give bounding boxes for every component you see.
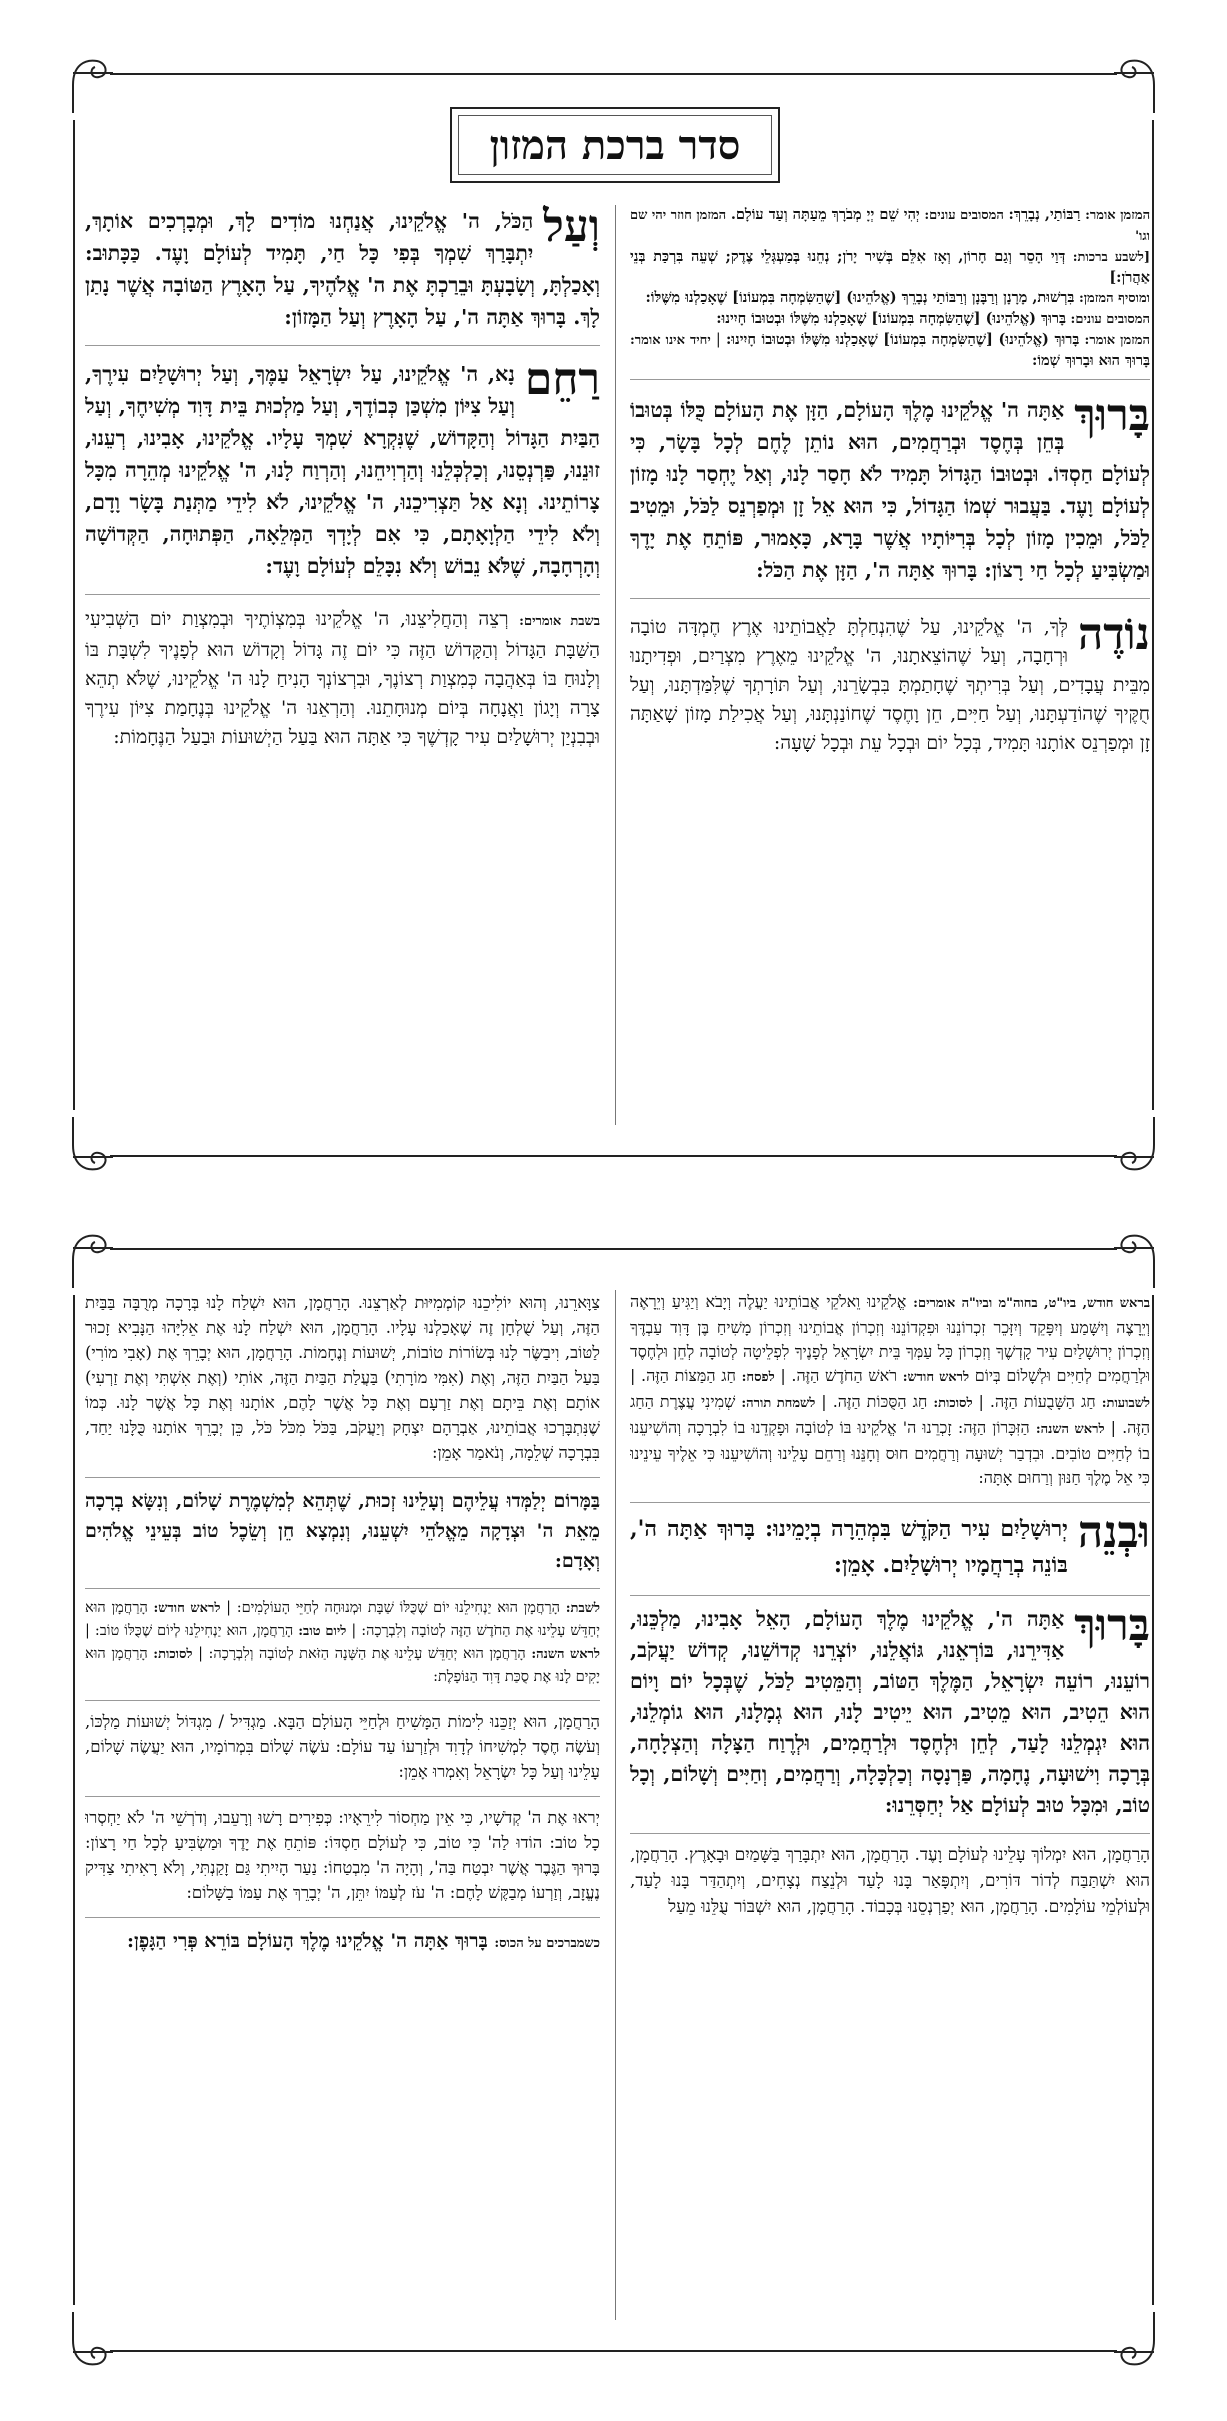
frame-right-line — [1152, 1295, 1154, 2305]
right-column — [630, 205, 1150, 1125]
holiday-harachaman-section: לשבת: הָרַחֲמָן הוּא יַנְחִילֵנוּ יוֹם שֶׁכֻּלּוֹ שַׁבָּת וּמְנוּחָה לְחַיֵּי הָעוֹלָמִים: | לראש חודש: הָרַחֲמָן הוּא יְחַדֵּשׁ עָלֵינוּ אֶת הַחֹדֶשׁ הַזֶּה לְטוֹבָה וְלִבְרָכָה: | ליום טוב: הָרַחֲמָן, הוּא יַנְחִילֵנוּ לְיוֹם שֶׁכֻּלּוֹ טוֹב: | לראש השנה: הָרַחֲמָן הוּא יְחַדֵּשׁ עָלֵינוּ אֶת הַשָּׁנָה הַזֹּאת לְטוֹבָה וְלִבְרָכָה: | לסוכות: הָרַחֲמָן הוּא יָקִים לָנוּ אֶת סֻכַּת דָּוִד הַנּוֹפָלֶת: — [85, 1600, 600, 1685]
opening-word: בָּרוּךְ — [1074, 390, 1150, 441]
frame-top-line — [110, 73, 1117, 75]
page-one — [55, 55, 1172, 1175]
frame-bottom-line — [110, 1155, 1117, 1157]
frame-right-line — [1152, 120, 1154, 1110]
opening-word: רַחֵם — [524, 354, 600, 405]
veal-paragraph: וְעַל הַכֹּל, ה' אֱלֹקֵינוּ, אֲנַחְנוּ מוֹדִים לָךְ, וּמְבָרְכִים אוֹתָךְ, יִתְבָּרַךְ שִׁמְךָ בְּפִי כָּל חַי, תָּמִיד לְעוֹלָם וָעֶד. כַּכָּתוּב: וְאָכַלְתָּ, וְשָׂבָעְתָּ וּבֵרַכְתָּ אֶת ה' אֱלֹהֶיךָ, עַל הָאָרֶץ הַטּוֹבָה אֲשֶׁר נָתַן לָךְ. בָּרוּךְ אַתָּה ה', עַל הָאָרֶץ וְעַל הַמָּזוֹן: — [85, 205, 600, 329]
title-box — [450, 107, 780, 183]
left-column — [85, 205, 600, 1125]
frame-left-line — [73, 1295, 75, 2305]
column-divider — [615, 205, 616, 1125]
baruch-hatov-paragraph: בָּרוּךְ אַתָּה ה', אֱלֹקֵינוּ מֶלֶךְ הָעוֹלָם, הָאֵל אָבִינוּ, מַלְכֵּנוּ, אַדִּירֵנוּ, בּוֹרְאֵנוּ, גּוֹאֲלֵנוּ, יוֹצְרֵנוּ קְדוֹשֵׁנוּ, קְדוֹשׁ יַעֲקֹב, רוֹעֵנוּ, רוֹעֵה יִשְׂרָאֵל, הַמֶּלֶךְ הַטּוֹב, וְהַמֵּטִיב לַכֹּל, שֶׁבְּכָל יוֹם וָיוֹם הוּא הֵטִיב, הוּא מֵטִיב, הוּא יֵיטִיב לָנוּ, הוּא גְמָלָנוּ, הוּא גוֹמְלֵנוּ, הוּא יִגְמְלֵנוּ לָעַד, לְחֵן וּלְחֶסֶד וּלְרַחֲמִים, וּלְרֶוַח הַצָּלָה וְהַצְלָחָה, בְּרָכָה וִישׁוּעָה, נֶחָמָה, פַּרְנָסָה וְכַלְכָּלָה, וְרַחֲמִים, וְחַיִּים וְשָׁלוֹם, וְכָל טוֹב, וּמִכָּל טוּב לְעוֹלָם אַל יְחַסְּרֵנוּ: — [630, 1600, 1150, 1817]
frame-bottom-line — [110, 2350, 1117, 2352]
zimmun-section: המזמן אומר: רַבּוֹתַי, נְבָרֵךְ: המסובים עונים: יְהִי שֵׁם יְיָ מְבֹרָךְ מֵעַתָּה וְעַד עוֹלָם. המזמן חוזר יהי שם וגו' [לשבע ברכות: דְּוַי הָסֵר וְגַם חָרוֹן, וְאָז אִלֵּם בְּשִׁיר יָרֹן; נְחֵנוּ בְּמַעְגְּלֵי צֶדֶק; שְׁעֵה בִּרְכַּת בְּנֵי אַהֲרֹן:] ומוסיף המזמן: בִּרְשׁוּת, מָרָנָן וְרַבָּנָן וְרַבּוֹתַי נְבָרֵךְ (אֱלֹהֵינוּ) [שֶׁהַשִּׂמְחָה בִּמְעוֹנוֹ] שֶׁאָכַלְנוּ מִשֶּׁלּוֹ: המסובים עונים: בָּרוּךְ (אֱלֹהֵינוּ) [שֶׁהַשִּׂמְחָה בִּמְעוֹנוֹ] שֶׁאָכַלְנוּ מִשֶּׁלּוֹ וּבְטוּבוֹ חָיִינוּ: המזמן אומר: בָּרוּךְ (אֱלֹהֵינוּ) [שֶׁהַשִּׂמְחָה בִּמְעוֹנוֹ] שֶׁאָכַלְנוּ מִשֶּׁלּוֹ וּבְטוּבוֹ חָיִינוּ: | יחיד אינו אומר: בָּרוּךְ הוּא וּבָרוּךְ שְׁמוֹ: — [630, 206, 1150, 369]
corner-ornament-icon — [1112, 55, 1172, 115]
column-divider — [615, 1290, 616, 2320]
page-title: סדר ברכת המזון — [489, 121, 741, 169]
uvneh-paragraph: וּבְנֵה יְרוּשָׁלַיִם עִיר הַקֹּדֶשׁ בִּמְהֵרָה בְיָמֵינוּ: בָּרוּךְ אַתָּה ה', בּוֹנֵה בְרַחֲמָיו יְרוּשָׁלַיִם. אָמֵן: — [630, 1507, 1150, 1578]
harachaman-paragraph: הָרַחֲמָן, הוּא יִמְלוֹךְ עָלֵינוּ לְעוֹלָם וָעֶד. הָרַחֲמָן, הוּא יִתְבָּרַךְ בַּשָּׁמַיִם וּבָאָרֶץ. הָרַחֲמָן, הוּא יִשְׁתַּבַּח לְדוֹר דּוֹרִים, וְיִתְפָּאַר בָּנוּ לָעַד וּלְנֵצַח נְצָחִים, וְיִתְהַדַּר בָּנוּ לָעַד, וּלְעוֹלְמֵי עוֹלָמִים. הָרַחֲמָן, הוּא יְפַרְנְסֵנוּ בְּכָבוֹד. הָרַחֲמָן, הוּא יִשְׁבּוֹר עֻלֵּנוּ מֵעַל — [630, 1845, 1150, 1917]
harachaman-mashiach-paragraph: הָרַחֲמָן, הוּא יְזַכֵּנוּ לִימוֹת הַמָּשִׁיחַ וּלְחַיֵּי הָעוֹלָם הַבָּא. מַגְדִּיל / מִגְדּוֹל יְשׁוּעוֹת מַלְכּוֹ, וְעֹשֶׂה חֶסֶד לִמְשִׁיחוֹ לְדָוִד וּלְזַרְעוֹ עַד עוֹלָם: עֹשֶׂה שָׁלוֹם בִּמְרוֹמָיו, הוּא יַעֲשֶׂה שָׁלוֹם, עָלֵינוּ וְעַל כָּל יִשְׂרָאֵל וְאִמְרוּ אָמֵן: — [85, 1712, 600, 1781]
bamarom-paragraph: בַּמָּרוֹם יְלַמְּדוּ עֲלֵיהֶם וְעָלֵינוּ זְכוּת, שֶׁתְּהֵא לְמִשְׁמֶרֶת שָׁלוֹם, וְנִשָּׂא בְרָכָה מֵאֵת ה' וּצְדָקָה מֵאֱלֹהֵי יִשְׁעֵנוּ, וְנִמְצָא חֵן וְשֵׂכֶל טוֹב בְּעֵינֵי אֱלֹהִים וְאָדָם: — [85, 1490, 600, 1572]
opening-word: וּבְנֵה — [1077, 1507, 1150, 1558]
frame-top-line — [110, 1248, 1117, 1250]
corner-ornament-icon — [55, 55, 115, 115]
kos-paragraph: כשמברכים על הכוס: בָּרוּךְ אַתָּה ה' אֱלֹקֵינוּ מֶלֶךְ הָעוֹלָם בּוֹרֵא פְּרִי הַגָּפֶן: — [127, 1930, 600, 1952]
yiru-paragraph: יְראוּ אֶת ה' קְדֹשָׁיו, כִּי אֵין מַחְסוֹר לִירֵאָיו: כְּפִירִים רָשׁוּ וְרָעֵבוּ, וְדֹרְשֵׁי ה' לֹא יַחְסְרוּ כָל טוֹב: הוֹדוּ לַה' כִּי טוֹב, כִּי לְעוֹלָם חַסְדּוֹ: פּוֹתֵחַ אֶת יָדֶךָ וּמַשְׂבִּיעַ לְכָל חַי רָצוֹן: בָּרוּךְ הַגֶּבֶר אֲשֶׁר יִבְטַח בַּה', וְהָיָה ה' מִבְטַחוֹ: נַעַר הָיִיתִי גַּם זָקַנְתִּי, וְלֹא רָאִיתִי צַדִּיק נֶעֱזָב, וְזַרְעוֹ מְבַקֶּשׁ לָחֶם: ה' עֹז לְעַמּוֹ יִתֵּן, ה' יְבָרֵךְ אֶת עַמּוֹ בַשָּׁלוֹם: — [85, 1808, 600, 1902]
left-column — [85, 1290, 600, 2330]
retzeh-paragraph: בשבת אומרים: רְצֵה וְהַחֲלִיצֵנוּ, ה' אֱלֹקֵינוּ בְּמִצְוֹתֶיךָ וּבְמִצְוַת יוֹם הַשְּׁבִיעִי הַשַּׁבָּת הַגָּדוֹל וְהַקָּדוֹשׁ הַזֶּה כִּי יוֹם זֶה גָּדוֹל וְקָדוֹשׁ הוּא לְפָנֶיךָ לִשְׁבָּת בּוֹ וְלָנוּחַ בּוֹ בְּאַהֲבָה כְּמִצְוַת רְצוֹנֶךָ, וּבִרְצוֹנְךָ הָנִיחַ לָנוּ ה' אֱלֹקֵינוּ, שֶׁלֹּא תְהֵא צָרָה וְיָגוֹן וַאֲנָחָה בְּיוֹם מְנוּחָתֵנוּ. וְהַרְאֵנוּ ה' אֱלֹקֵינוּ בְּנֶחָמַת צִיּוֹן עִירֶךָ וּבְבִנְיַן יְרוּשָׁלַיִם עִיר קָדְשֶׁךָ כִּי אַתָּה הוּא בַּעַל הַיְשׁוּעוֹת וּבַעַל הַנֶּחָמוֹת: — [85, 608, 600, 748]
frame-left-line — [73, 120, 75, 1110]
yaaleh-veyavo-paragraph: בראש חודש, ביו"ט, בחוה"מ וביו"ה אומרים: אֱלֹקֵינוּ וֵאלֹקֵי אֲבוֹתֵינוּ יַעֲלֶה וְיָבֹא וְיַגִּיעַ וְיֵרָאֶה וְיֵרָצֶה וְיִשָּׁמַע וְיִפָּקֵד וְיִזָּכֵר זִכְרוֹנֵנוּ וּפִקְדוֹנֵנוּ וְזִכְרוֹן אֲבוֹתֵינוּ וְזִכְרוֹן מָשִׁיחַ בֶּן דָּוִד עַבְדֶּךָ וְזִכְרוֹן יְרוּשָׁלַיִם עִיר קָדְשֶׁךָ וְזִכְרוֹן כָּל עַמְּךָ בֵּית יִשְׂרָאֵל לְפָנֶיךָ לִפְלֵיטָה לְטוֹבָה לְחֵן וּלְחֶסֶד וּלְרַחֲמִים לְחַיִּים וּלְשָׁלוֹם בְּיוֹם לראש חודש: רֹאשׁ הַחֹדֶשׁ הַזֶּה. | לפסח: חַג הַמַּצּוֹת הַזֶּה. | לשבועות: חַג הַשָּׁבֻעוֹת הַזֶּה. | לסוכות: חַג הַסֻּכּוֹת הַזֶּה. | לשמחת תורה: שְׁמִינִי עֲצֶרֶת הַחַג הַזֶּה. | לראש השנה: הַזִּכָּרוֹן הַזֶּה: זָכְרֵנוּ ה' אֱלֹקֵינוּ בּוֹ לְטוֹבָה וּפָקְדֵנוּ בוֹ לִבְרָכָה וְהוֹשִׁיעֵנוּ בוֹ לְחַיִּים טוֹבִים. וּבִדְבַר יְשׁוּעָה וְרַחֲמִים חוּס וְחָנֵּנוּ וְרַחֵם עָלֵינוּ וְהוֹשִׁיעֵנוּ כִּי אֵלֶיךָ עֵינֵינוּ כִּי אֵל מֶלֶךְ חַנּוּן וְרַחוּם אָתָּה: — [630, 1292, 1150, 1487]
rachem-paragraph: רַחֵם נָא, ה' אֱלֹקֵינוּ, עַל יִשְׂרָאֵל עַמֶּךָ, וְעַל יְרוּשָׁלַיִם עִירֶךָ, וְעַל צִיּוֹן מִשְׁכַּן כְּבוֹדֶךָ, וְעַל מַלְכוּת בֵּית דָּוִד מְשִׁיחֶךָ, וְעַל הַבַּיִת הַגָּדוֹל וְהַקָּדוֹשׁ, שֶׁנִּקְרָא שִׁמְךָ עָלָיו. אֱלֹקֵינוּ, אָבִינוּ, רְעֵנוּ, זוּנֵנוּ, פַּרְנְסֵנוּ, וְכַלְכְּלֵנוּ וְהַרְוִיחֵנוּ, וְהַרְוַח לָנוּ, ה' אֱלֹקֵינוּ מְהֵרָה מִכָּל צָרוֹתֵינוּ. וְנָא אַל תַּצְרִיכֵנוּ, ה' אֱלֹקֵינוּ, לֹא לִידֵי מַתְּנַת בָּשָׂר וָדָם, וְלֹא לִידֵי הַלְוָאָתָם, כִּי אִם לְיָדְךָ הַמְּלֵאָה, הַפְּתוּחָה, הַקְּדוֹשָׁה וְהָרְחָבָה, שֶׁלֹּא נֵבוֹשׁ וְלֹא נִכָּלֵם לְעוֹלָם וָעֶד: — [85, 354, 600, 578]
corner-ornament-icon — [55, 1230, 115, 1290]
page-two — [55, 1230, 1172, 2370]
baruch-paragraph: בָּרוּךְ אַתָּה ה' אֱלֹקֵינוּ מֶלֶךְ הָעוֹלָם, הַזָּן אֶת הָעוֹלָם כֻּלּוֹ בְּטוּבוֹ בְּחֵן בְּחֶסֶד וּבְרַחֲמִים, הוּא נוֹתֵן לֶחֶם לְכָל בָּשָׂר, כִּי לְעוֹלָם חַסְדּוֹ. וּבְטוּבוֹ הַגָּדוֹל תָּמִיד לֹא חָסַר לָנוּ, וְאַל יֶחְסַר לָנוּ מָזוֹן לְעוֹלָם וָעֶד. בַּעֲבוּר שְׁמוֹ הַגָּדוֹל, כִּי הוּא אֵל זָן וּמְפַרְנֵס לַכֹּל, וּמֵטִיב לַכֹּל, וּמֵכִין מָזוֹן לְכָל בְּרִיּוֹתָיו אֲשֶׁר בָּרָא, כָּאָמוּר, פּוֹתֵחַ אֶת יָדֶךָ וּמַשְׂבִּיעַ לְכָל חַי רָצוֹן: בָּרוּךְ אַתָּה ה', הַזָּן אֶת הַכֹּל: — [630, 390, 1150, 582]
harachaman-continued-paragraph: צַוָּארֵנוּ, וְהוּא יוֹלִיכֵנוּ קוֹמְמִיּוּת לְאַרְצֵנוּ. הָרַחֲמָן, הוּא יִשְׁלַח לָנוּ בְּרָכָה מְרֻבָּה בַּבַּיִת הַזֶּה, וְעַל שֻׁלְחָן זֶה שֶׁאָכַלְנוּ עָלָיו. הָרַחֲמָן, הוּא יִשְׁלַח לָנוּ אֶת אֵלִיָּהוּ הַנָּבִיא זָכוּר לַטּוֹב, וִיבַשֶּׂר לָנוּ בְּשׂוֹרוֹת טוֹבוֹת, יְשׁוּעוֹת וְנֶחָמוֹת. הָרַחֲמָן, הוּא יְבָרֵךְ אֶת (אָבִי מוֹרִי) בַּעַל הַבַּיִת הַזֶּה, וְאֶת (אִמִּי מוֹרָתִי) בַּעֲלַת הַבַּיִת הַזֶּה, אוֹתִי (וְאֶת אִשְׁתִּי וְאֶת זַרְעִי) אוֹתָם וְאֶת בֵּיתָם וְאֶת זַרְעָם וְאֶת כָּל אֲשֶׁר לָהֶם, אוֹתָנוּ וְאֶת כָּל אֲשֶׁר לָנוּ. כְּמוֹ שֶׁנִּתְבָּרְכוּ אֲבוֹתֵינוּ, אַבְרָהָם יִצְחָק וְיַעֲקֹב, בַּכֹּל מִכֹּל כֹּל, כֵּן יְבָרֵךְ אוֹתָנוּ כֻּלָּנוּ יַחַד, בִּבְרָכָה שְׁלֵמָה, וְנֹאמַר אָמֵן: — [85, 1293, 600, 1462]
right-column — [630, 1290, 1150, 2330]
corner-ornament-icon — [1112, 1230, 1172, 1290]
opening-word: וְעַל — [543, 205, 600, 252]
nodeh-paragraph: נוֹדֶה לְּךָ, ה' אֱלֹקֵינוּ, עַל שֶׁהִנְחַלְתָּ לַאֲבוֹתֵינוּ אֶרֶץ חֶמְדָּה טוֹבָה וּרְחָבָה, וְעַל שֶׁהוֹצֵאתָנוּ, ה' אֱלֹקֵינוּ מֵאֶרֶץ מִצְרַיִם, וּפְדִיתָנוּ מִבֵּית עֲבָדִים, וְעַל בְּרִיתְךָ שֶׁחָתַמְתָּ בִּבְשָׂרֵנוּ, וְעַל תּוֹרָתְךָ שֶׁלִּמַּדְתָּנוּ, וְעַל חֻקֶּיךָ שֶׁהוֹדַעְתָּנוּ, וְעַל חַיִּים, חֵן וָחֶסֶד שֶׁחוֹנַנְתָּנוּ, וְעַל אֲכִילַת מָזוֹן שָׁאַתָּה זָן וּמְפַרְנֵס אוֹתָנוּ תָּמִיד, בְּכָל יוֹם וּבְכָל עֵת וּבְכָל שָׁעָה: — [630, 609, 1150, 754]
opening-word: נוֹדֶה — [1077, 609, 1150, 660]
opening-word: בָּרוּךְ — [1074, 1600, 1150, 1651]
